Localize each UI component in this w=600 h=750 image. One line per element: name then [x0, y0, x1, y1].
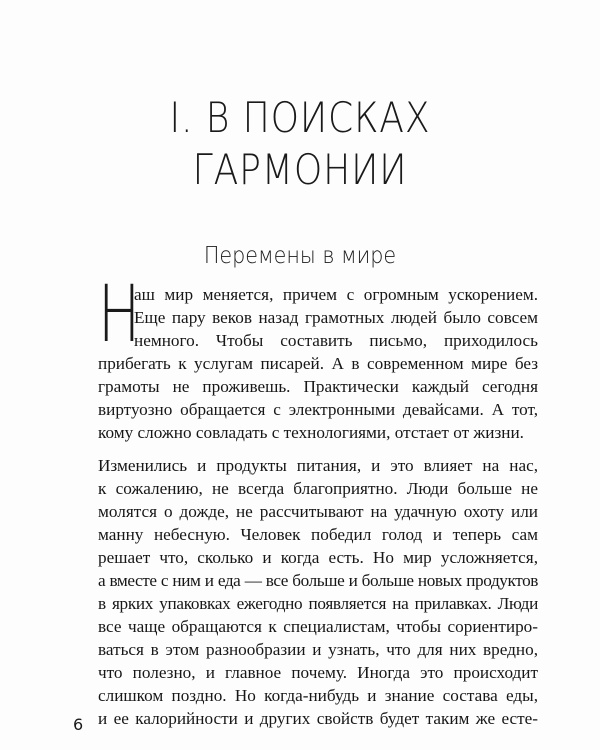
text-line: грамоты не проживешь. Практически каждый сегодня: [98, 377, 538, 396]
text-line: манну небесную. Человек победил голод и теперь сам: [98, 525, 538, 544]
text-line: немного. Чтобы составить письмо, приходилось: [134, 331, 538, 350]
chapter-title-line-1: I. В ПОИСКАХ: [169, 93, 431, 142]
text-line: все чаще обращаются к специалистам, чтобы сориентиро-: [98, 617, 538, 636]
text-line: ваться в этом разнообразии и узнать, что для них вредно,: [98, 640, 538, 659]
text-line: к сожалению, не всегда благоприятно. Люди больше не: [98, 479, 538, 498]
body-text: [98, 270, 538, 730]
text-line: Изменились и продукты питания, и это влияет на нас,: [98, 456, 538, 475]
text-line: слишком поздно. Но когда-нибудь и знание состава еды,: [98, 686, 538, 705]
chapter-title-line-2: ГАРМОНИИ: [192, 145, 408, 194]
page-number: 6: [73, 715, 84, 734]
text-line: аш мир меняется, причем с огромным ускорением.: [134, 285, 538, 304]
chapter-title: [42, 92, 558, 196]
text-line: в ярких упаковках ежегодно появляется на прилавках. Люди: [98, 594, 538, 613]
text-line: прибегать к услугам писарей. А в современном мире без: [98, 354, 538, 373]
text-line: и ее калорийности и других свойств будет таким же есте-: [98, 709, 538, 728]
text-line: виртуозно обращается с электронными девайсами. А тот,: [98, 400, 538, 419]
text-line: молятся о дожде, не рассчитывают на удачную охоту или: [98, 502, 538, 521]
text-line: а вместе с ним и еда — все больше и больше новых продуктов: [98, 571, 538, 590]
section-title: Перемены в мире: [203, 243, 397, 269]
text-line: кому сложно совладать с технологиями, отстает от жизни.: [98, 423, 524, 442]
text-line: что полезно, и главное почему. Иногда это происходит: [98, 663, 538, 682]
text-line: Еще пару веков назад грамотных людей было совсем: [134, 308, 538, 327]
text-line: решает что, сколько и когда есть. Но мир усложняется,: [98, 548, 538, 567]
paragraph-1: [98, 270, 538, 444]
drop-cap-letter: Н: [98, 270, 141, 360]
paragraph-2: [98, 454, 538, 730]
